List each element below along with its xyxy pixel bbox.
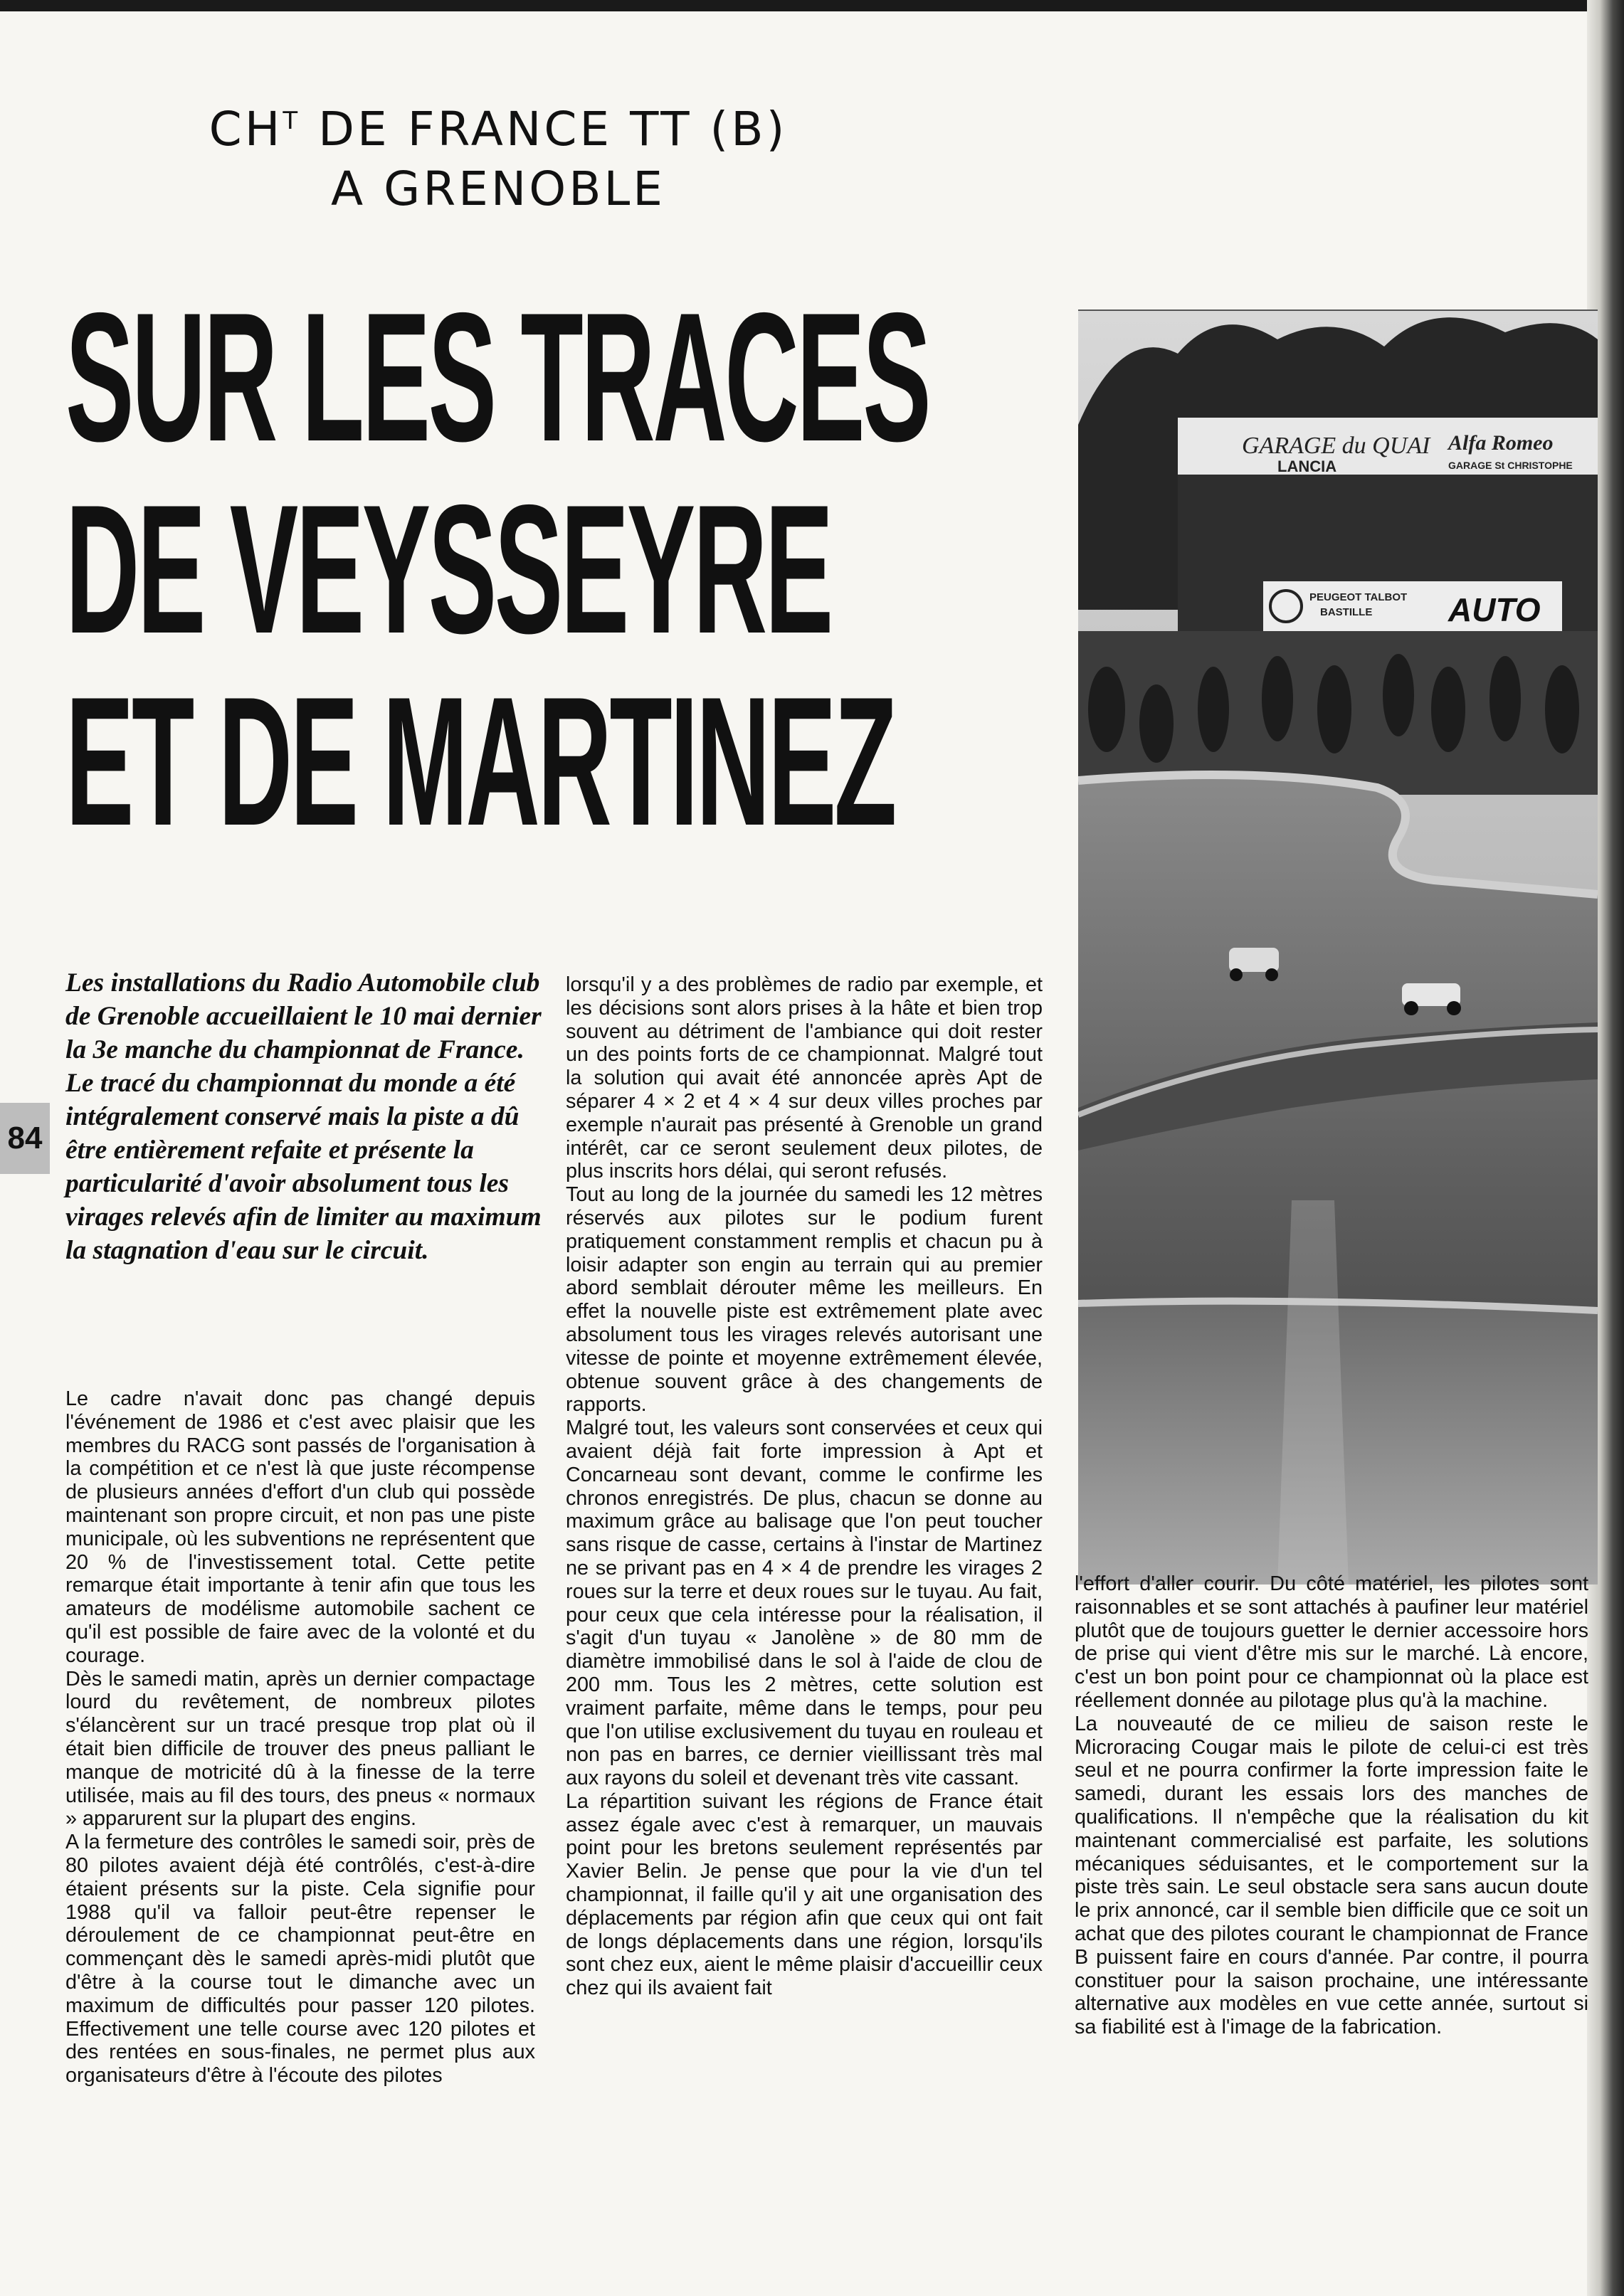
sign-garage-christophe: GARAGE St CHRISTOPHE: [1448, 460, 1573, 471]
paragraph: La nouveauté de ce milieu de saison reste le Microracing Cougar mais le pilote de celui-ci est très seul et ne pourra confirmer la forte impression faite le samedi, durant les essais lors des manches de qualifications. Il n'empêche que la réalisation du kit maintenant commercialisé est parfaite, les solutions mécaniques séduisantes, et le comportement sur la piste très sain. Le seul obstacle sera sans aucun doute le prix annoncé, car il semble bien difficile que ce soit un achat que des pilotes courant le championnat de France B puissent faire en cours d'année. Par contre, il pourra constituer pour la saison prochaine, une intéressante alternative aux modèles en vue cette année, surtout si sa fiabilité est à l'image de la fabrication.: [1075, 1712, 1588, 2039]
sign-garage-quai: GARAGE du QUAI: [1242, 433, 1430, 459]
paragraph: Malgré tout, les valeurs sont conservées et ceux qui avaient déjà fait forte impression à Apt et Concarneau sont devant, comme le confirme les chronos enregistrés. De plus, chacun se donne au maximum grâce au balisage que l'on peut toucher sans risque de casse, certains à l'instar de Martinez ne se privant pas en 4 × 4 de prendre les virages 2 roues sur la terre et deux roues sur le tuyau. Au fait, pour ceux que cela intéresse pour la réalisation, il s'agit d'un tuyau « Janolène » de 80 mm de diamètre immobilisé dans le sol à l'aide de clou de 200 mm. Tous les 2 mètres, cette solution est vraiment parfaite, même dans le temps, pour peu que l'on utilise exclusivement du tuyau en rouleau et non pas en barres, ce dernier vieillissant très mal aux rayons du soleil et devenant très vite cassant.: [566, 1417, 1043, 1790]
paragraph: A la fermeture des contrôles le samedi soir, près de 80 pilotes avaient déjà été contrôlés, c'est-à-dire étaient présents sur la piste. Cela signifie pour 1988 qu'il va falloir peut-être repenser le déroulement de ce championnat peut-être en commençant dès le samedi après-midi plutôt que d'être à la course tout le dimanche avec un maximum de difficultés pour passer 120 pilotes. Effectivement une telle course avec 120 pilotes et des rentées en sous-finales, ne permet plus aux organisateurs d'être à l'écoute des pilotes: [65, 1831, 535, 2088]
headline: [65, 274, 929, 864]
paragraph: Le cadre n'avait donc pas changé depuis l'événement de 1986 et c'est avec plaisir que les membres du RACG sont passés de l'organisation à la compétition et ce n'est là que juste récompense de plusieurs années d'effort d'un club qui possède maintenant son propre circuit, et non pas une piste municipale, où les subventions ne représentent que 20 % de l'investissement total. Cette petite remarque était importante à tenir afin que tous les amateurs de modélisme automobile sachent ce qu'il est possible de faire avec de la volonté et du courage.: [65, 1387, 535, 1667]
headline-line-3: ET DE MARTINEZ: [65, 658, 895, 864]
body-column-1: [65, 1387, 535, 2088]
paragraph: Tout au long de la journée du samedi les 12 mètres réservés aux pilotes sur le podium furent pratiquement constamment remplis et chacun pu à loisir adapter son engin au terrain qui au premier abord semblait dérouter même les meilleurs. En effet la nouvelle piste est extrêmement plate avec absolument tous les virages relevés autorisant une vitesse de pointe et moyenne extrêmement élevée, obtenue souvent grâce à des changements de rapports.: [566, 1183, 1043, 1417]
kicker-ch: CH: [209, 102, 283, 157]
sign-lancia: LANCIA: [1277, 457, 1337, 475]
race-photo: [1078, 310, 1598, 1585]
intro-lead: Les installations du Radio Automobile club de Grenoble accueillaient le 10 mai dernier la 3e manche du championnat de France. Le tracé du championnat du monde a été intégralement conservé mais la piste a dû être entièrement refaite et présente la particularité d'avoir absolument tous les virages relevés afin de limiter au maximum la stagnation d'eau sur le circuit.: [65, 968, 542, 1265]
kicker-line-1: [107, 100, 890, 159]
headline-line-1: SUR LES TRACES: [65, 274, 929, 480]
kicker-line-2: A GRENOBLE: [331, 162, 665, 216]
sign-peugeot: PEUGEOT TALBOT: [1309, 591, 1408, 603]
kicker-title: [107, 100, 890, 219]
sign-bastille: BASTILLE: [1320, 606, 1373, 618]
paragraph: l'effort d'aller courir. Du côté matériel, les pilotes sont raisonnables et se sont attachés à paufiner leur matériel plutôt que de toujours guetter le dernier accessoire hors de prise qui vient d'être mis sur le marché. Là encore, c'est un bon point pour ce championnat où la place est réellement donnée au pilotage plus qu'à la machine.: [1075, 1572, 1588, 1712]
body-column-3: [1075, 1572, 1588, 2039]
page-number: 84: [0, 1103, 50, 1174]
paragraph: La répartition suivant les régions de France était assez égale avec c'est à remarquer, un mauvais point pour les bretons seulement représentés par Xavier Belin. Je pense que pour la vie d'un tel championnat, il faille qu'il y ait une organisation des déplacements par région afin que ceux qui ont fait de longs déplacements dans une région, lorsqu'ils sont chez eux, aient le même plaisir d'accueillir ceux chez qui ils avaient fait: [566, 1789, 1043, 2000]
race-photo-image: [1078, 311, 1598, 1585]
page-top-edge: [0, 0, 1624, 11]
paragraph: lorsqu'il y a des problèmes de radio par exemple, et les décisions sont alors prises à la hâte et bien trop souvent au détriment de l'ambiance qui doit rester un des points forts de ce championnat. Malgré tout la solution qui avait été annoncée après Apt de séparer 4 × 2 et 4 × 4 sur deux villes proches par exemple n'aurait pas présenté à Grenoble un grand intérêt, car ce seront seulement deux pilotes, de plus inscrits hors délai, qui seront refusés.: [566, 973, 1043, 1183]
sign-alfa-romeo: Alfa Romeo: [1448, 431, 1554, 455]
kicker-rest: DE FRANCE TT (B): [300, 102, 788, 157]
sign-auto: AUTO: [1448, 591, 1541, 628]
body-column-2: [566, 973, 1043, 2000]
kicker-sup: T: [283, 107, 301, 135]
paragraph: Dès le samedi matin, après un dernier compactage lourd du revêtement, de nombreux pilotes s'élancèrent sur un tracé presque trop plat où il était bien difficile de trouver des pneus palliant le manque de motricité dû à la finesse de la terre utilisée, mais au fil des tours, des pneus « normaux » apparurent sur la plupart des engins.: [65, 1667, 535, 1831]
headline-line-2: DE VEYSSEYRE: [65, 466, 831, 672]
